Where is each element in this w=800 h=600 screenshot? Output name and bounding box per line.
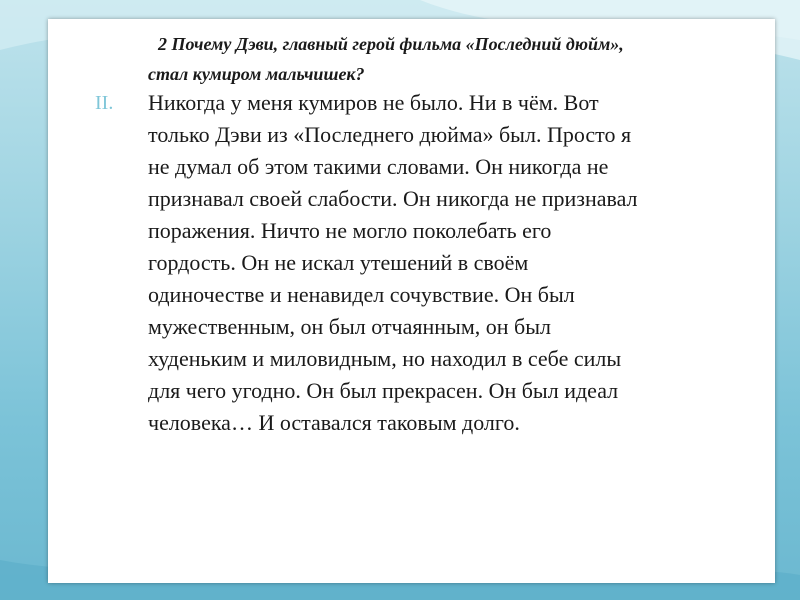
question-heading <box>148 29 748 89</box>
question-line-2: стал кумиром мальчишек? <box>148 64 365 84</box>
list-marker: II. <box>95 92 114 114</box>
answer-line: худеньким и миловидным, но находил в себе силы <box>148 346 622 371</box>
answer-line: признавал своей слабости. Он никогда не признавал <box>148 186 638 211</box>
question-line-1: 2 Почему Дэви, главный герой фильма «Последний дюйм», <box>158 34 624 54</box>
answer-line: поражения. Ничто не могло поколебать его <box>148 218 552 243</box>
answer-line: одиночестве и ненавидел сочувствие. Он был <box>148 282 575 307</box>
answer-line: не думал об этом такими словами. Он никогда не <box>148 154 609 179</box>
answer-line: только Дэви из «Последнего дюйма» был. Просто я <box>148 122 632 147</box>
answer-line: Никогда у меня кумиров не было. Ни в чём. Вот <box>148 90 599 115</box>
answer-line: для чего угодно. Он был прекрасен. Он был идеал <box>148 378 619 403</box>
answer-line: гордость. Он не искал утешений в своём <box>148 250 529 275</box>
answer-line: человека… И оставался таковым долго. <box>148 410 520 435</box>
answer-paragraph <box>148 87 758 439</box>
answer-line: мужественным, он был отчаянным, он был <box>148 314 551 339</box>
